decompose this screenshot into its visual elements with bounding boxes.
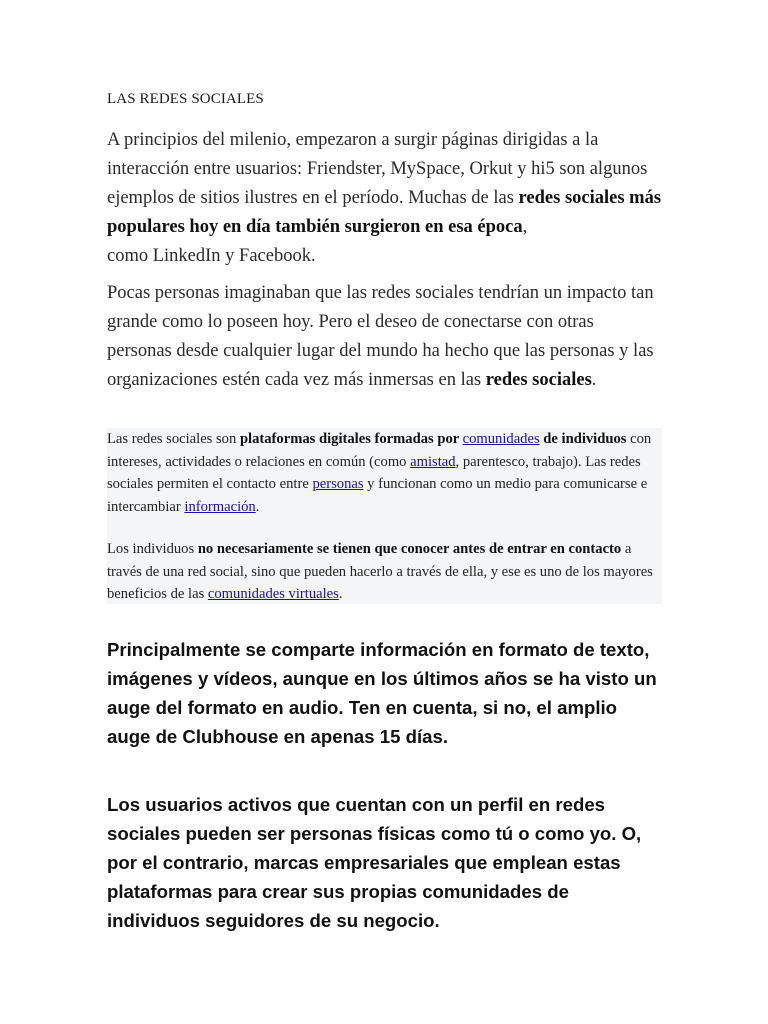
- link-personas[interactable]: personas: [312, 476, 364, 493]
- link-comunidades[interactable]: comunidades: [462, 431, 540, 447]
- paragraph-impact-text: Pocas personas imaginaban que las redes sociales tendrían un impacto tan grande como lo poseen hoy. Pero el deseo de conectarse con otras personas desde cualquier lugar del mundo ha hecho que las personas y las organizaciones estén cada vez más inmersas en las: [107, 283, 654, 390]
- contact-paragraph: [107, 538, 662, 606]
- paragraph-impact-bold: redes sociales: [485, 370, 592, 390]
- contact-text-3: .: [338, 586, 343, 603]
- link-informacion[interactable]: información: [184, 498, 256, 515]
- definition-text-5: .: [255, 498, 260, 515]
- paragraph-formats: Principalmente se comparte información en formato de texto, imágenes y vídeos, aunque en los últimos años se ha visto un auge del formato en audio. Ten en cuenta, si no, el amplio auge de Clubhouse en apenas 15 días.: [107, 639, 657, 747]
- definition-box: [107, 428, 662, 604]
- paragraph-impact-period: .: [591, 370, 597, 390]
- definition-paragraph: [107, 428, 662, 518]
- definition-text-2: con intereses, actividades o relaciones en común (como: [107, 431, 652, 470]
- contact-bold: no necesariamente se tienen que conocer antes de entrar en contacto: [197, 541, 622, 557]
- link-comunidades-virtuales[interactable]: comunidades virtuales: [207, 586, 339, 603]
- document-title: LAS REDES SOCIALES: [107, 91, 264, 107]
- definition-text-4: y funcionan como un medio para comunicarse e intercambiar: [107, 476, 648, 515]
- link-amistad[interactable]: amistad: [410, 453, 456, 470]
- paragraph-history-bold: redes sociales más populares hoy en día también surgieron en esa época: [107, 188, 662, 237]
- definition-bold-1: plataformas digitales formadas por: [239, 431, 463, 447]
- paragraph-history: [107, 126, 662, 271]
- paragraph-impact: [107, 279, 662, 395]
- paragraph-users: Los usuarios activos que cuentan con un perfil en redes sociales pueden ser personas físicas como tú o como yo. O, por el contrario, marcas empresariales que emplean estas plataformas para crear sus propias comunidades de individuos seguidores de su negocio.: [107, 794, 642, 931]
- paragraph-history-text: A principios del milenio, empezaron a surgir páginas dirigidas a la interacción entre usuarios: Friendster, MySpace, Orkut y hi5 son algunos ejemplos de sitios ilustres en el período. Muchas de las: [107, 130, 648, 208]
- contact-text-2: a través de una red social, sino que pueden hacerlo a través de ella, y ese es uno de los mayores beneficios de las: [107, 541, 653, 603]
- paragraph-history-comma: ,: [522, 217, 528, 237]
- contact-text-1: Los individuos: [107, 541, 198, 557]
- paragraph-history-ending: como LinkedIn y Facebook.: [107, 246, 316, 266]
- definition-text-3: , parentesco, trabajo). Las redes sociales permiten el contacto entre: [107, 453, 641, 493]
- definition-text-1: Las redes sociales son: [107, 431, 240, 447]
- definition-bold-2: de individuos: [539, 431, 627, 447]
